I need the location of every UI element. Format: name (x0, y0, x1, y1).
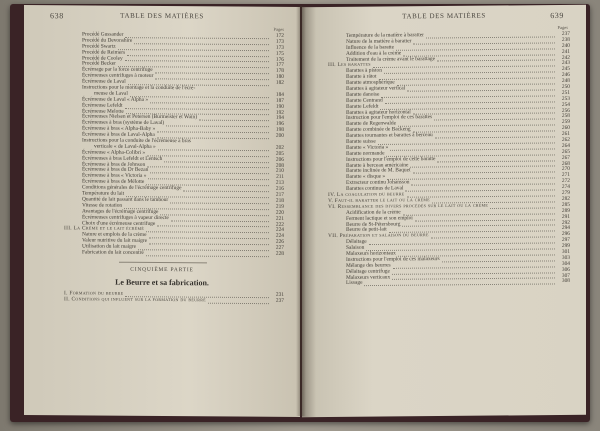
toc-entry-text: Instructions pour l'emploi de ces malaxeurs (346, 255, 440, 263)
toc-entry-page: 228 (275, 250, 284, 257)
toc-entry-page: 182 (275, 79, 284, 86)
toc-entry (24, 250, 300, 258)
toc-entry-text: Ferment lactique et son emploi (346, 214, 413, 222)
toc-entry-page: 259 (561, 119, 570, 126)
toc-entry-text: III. La Crème et le lait écrémé (64, 225, 145, 233)
toc-entry-page: 258 (561, 113, 570, 120)
toc-entry-text: Écrémeuses Nielsen et Petersen (Burmeister et Wain) (82, 113, 198, 121)
left-page (24, 5, 300, 417)
toc-entry-page: 291 (561, 213, 570, 220)
toc-entry-text: Baratte Lefeldt (346, 103, 379, 110)
toc-entry-page: 237 (561, 30, 570, 37)
toc-entry-page: 267 (561, 154, 570, 161)
toc-entry-text: Température du lait (82, 190, 125, 197)
toc-entry-text: Barattes continus de Laval (346, 185, 404, 193)
left-page-number: 638 (50, 11, 64, 21)
toc-entry-text: Baratte « Victoria » (346, 144, 389, 151)
toc-entry-text: Instructions pour le montage et la conduite de l'écré- (82, 84, 196, 92)
toc-entry-text: verticale « de Laval-Alpha » (94, 143, 156, 150)
toc-entry-page: 220 (275, 209, 284, 216)
toc-entry-page: 218 (275, 197, 284, 204)
toc-entry-page: 307 (561, 272, 570, 279)
toc-entry-page: 237 (275, 297, 284, 304)
toc-entry-text: Écrémeuse à bras « Alpha-Baby » (82, 125, 156, 133)
toc-entry-page: 282 (561, 195, 570, 202)
toc-entry-page: 219 (275, 203, 284, 210)
toc-entry-text: Procédé de Cooley (82, 55, 123, 62)
toc-entry-text: Utilisation du lait maigre (82, 243, 137, 250)
toc-entry-text: Délaitage centrifuge (346, 268, 390, 275)
toc-entry-page: 200 (275, 132, 284, 139)
left-page-header (24, 11, 300, 25)
toc-entry-page: 292 (561, 219, 570, 226)
toc-entry-text: Écrémeuses centrifuges à moteur (82, 72, 154, 80)
toc-entry-page: 279 (561, 189, 570, 197)
left-toc-list (24, 32, 300, 258)
part-toc-list (24, 291, 300, 305)
toc-entry-page: 304 (561, 260, 570, 267)
toc-entry-text: Barattes à agitateur horizontal (346, 108, 411, 116)
toc-entry-page: 194 (275, 115, 284, 122)
toc-entry-page: 202 (275, 144, 284, 151)
toc-entry-page: 248 (561, 78, 570, 85)
toc-entry-page: 270 (561, 166, 570, 173)
toc-entry-text: Délaitage (346, 238, 367, 246)
toc-entry-page: 224 (275, 233, 284, 240)
toc-entry-text: Acidification de la crème (346, 209, 401, 216)
toc-entry-text: Vitesse de rotation (82, 202, 123, 209)
toc-entry-text: Baratte à berceau américaine (346, 161, 409, 169)
toc-entry-page: 297 (561, 237, 570, 244)
toc-entry-page: 243 (561, 60, 570, 67)
toc-entry-page: 303 (561, 254, 570, 261)
toc-entry-text: Procédé Swartz (82, 43, 116, 50)
toc-entry-page: 227 (275, 244, 284, 251)
toc-entry-page: 306 (561, 266, 570, 273)
toc-entry-page: 180 (275, 74, 284, 81)
toc-entry-text: Nature et emplois de la crème (82, 231, 147, 239)
toc-entry-page: 289 (561, 207, 570, 214)
toc-entry-page: 208 (275, 162, 284, 169)
toc-entry-text: Instructions pour la conduite de l'écrémeuse à bras (82, 137, 191, 145)
toc-entry-page: 265 (561, 148, 570, 155)
toc-entry-text: Écrémeuse à bras de Laval-Alpha (82, 131, 155, 139)
toc-entry-text: Influence de la baratte (346, 44, 395, 51)
toc-entry-page: 196 (275, 121, 284, 128)
toc-entry-text: Mélange des beurres (346, 262, 391, 269)
toc-entry-text: Écrémeuse Lefeldt (82, 102, 123, 109)
toc-entry-text: Barattes tournantes et barattes à berceau (346, 132, 433, 139)
toc-leader-dots (146, 249, 269, 257)
toc-entry-text: Nature de la matière à baratter (346, 38, 412, 45)
toc-entry-page: 262 (561, 136, 570, 144)
toc-entry-text: Instructions pour l'emploi de cette baratte (346, 155, 436, 163)
toc-entry-page: 264 (561, 142, 570, 149)
right-toc-list (302, 32, 586, 288)
part-title: Le Beurre et sa fabrication. (115, 277, 209, 288)
toc-entry-text: Avantages de l'écrémage centrifuge (82, 208, 159, 215)
toc-entry-text: Écrémeuses à bras Lefeldt et Lentsch (82, 155, 163, 162)
toc-entry-page: 216 (275, 185, 284, 193)
toc-entry-page: 213 (275, 180, 284, 187)
right-pages-column-label: Pages (557, 24, 568, 31)
toc-entry-page: 173 (275, 44, 284, 51)
toc-entry-text: Écrémeuse à bras de Mélotte (82, 178, 145, 186)
toc-entry-text: II. Conditions qui influent sur la formation du beurre (64, 296, 206, 304)
toc-entry-text: Baratte atmosphérique (346, 79, 395, 86)
toc-entry-page: 175 (275, 50, 284, 57)
toc-entry-page: 261 (561, 131, 570, 138)
toc-entry-text: VII. Préparation et salaison du beurre (328, 232, 429, 240)
toc-entry-page: 210 (275, 168, 284, 175)
toc-entry-text: Instruction pour l'emploi de ces barattes (346, 114, 433, 122)
toc-entry-text: Écrémeuses à bras (système de Laval) (82, 119, 165, 127)
toc-entry-text: Extracteur continu Johansson (346, 179, 410, 187)
toc-entry-page: 172 (275, 32, 284, 39)
toc-entry-page: 251 (561, 89, 570, 96)
toc-leader-dots (364, 278, 555, 287)
toc-entry-text: Choix d'une écrémeuse centrifuge (82, 219, 156, 227)
toc-entry-text: Écrémeuse de Laval « Alpha » (82, 96, 149, 103)
toc-entry-page: 217 (275, 191, 284, 198)
right-page-number: 639 (550, 10, 564, 21)
toc-entry (302, 279, 586, 287)
toc-entry-page: 294 (561, 225, 570, 232)
toc-entry-text: Malaxeurs verticaux (346, 273, 391, 281)
toc-entry-text: Baratte danoise (346, 91, 380, 98)
toc-entry-page: 308 (561, 278, 570, 285)
toc-entry-page: 226 (275, 238, 284, 246)
left-running-head: TABLE DES MATIÈRES (120, 11, 204, 21)
toc-entry-page: 240 (561, 42, 570, 49)
toc-entry-page: 198 (275, 127, 284, 134)
right-page (302, 5, 586, 417)
open-book (10, 4, 590, 422)
toc-entry-page: 299 (561, 242, 570, 250)
toc-entry-text: VI. Ressemblance des divers procédés sur le lait ou la crème (328, 202, 489, 210)
toc-entry-text: Fabrication du lait concentré (82, 249, 144, 256)
toc-entry-page: 221 (275, 215, 284, 222)
toc-entry-page: 187 (275, 97, 284, 104)
toc-entry-page: 224 (275, 227, 284, 234)
toc-entry-page: 178 (275, 68, 284, 75)
toc-entry-page: 238 (561, 36, 570, 43)
part-label: CINQUIÈME PARTIE (130, 266, 194, 274)
toc-entry-page: 245 (561, 66, 570, 73)
toc-leader-dots (208, 297, 269, 304)
toc-entry-page: 192 (275, 109, 284, 116)
toc-entry-page: 256 (561, 107, 570, 114)
toc-entry-page: 222 (275, 221, 284, 228)
toc-entry-page: 177 (275, 62, 284, 69)
toc-entry-page: 206 (275, 156, 284, 163)
toc-entry-text: Baratte normande (346, 150, 385, 157)
toc-entry-text: Addition d'eau à la crème (346, 50, 402, 57)
toc-entry-text: Écrémeuse Melotte (82, 108, 124, 115)
toc-entry-text: Baratte à râtot (346, 73, 377, 81)
toc-entry-page: 211 (276, 174, 284, 181)
toc-entry-text: Écrémage par la force centrifuge (82, 66, 153, 74)
toc-entry-text: Traitement de la crème avant le barattage (346, 55, 436, 63)
right-running-head: TABLE DES MATIÈRES (402, 11, 486, 21)
toc-entry-page: 176 (275, 56, 284, 63)
left-divider (119, 262, 207, 264)
toc-entry-page: 301 (561, 248, 570, 255)
toc-entry-text: Valeur nutritive du lait maigre (82, 237, 147, 245)
toc-entry-text: Écrémeuses centrifuges à vapeur directe (82, 214, 169, 221)
toc-entry-text: Écrémeuse à bras de Johnson (82, 161, 146, 168)
toc-entry-text: Conditions générales de l'écrémage centrifuge (82, 184, 182, 192)
left-pages-column-label: Pages (273, 26, 284, 32)
toc-entry-text: III. Les barattes (328, 62, 371, 69)
toc-entry-text: IV. La coagulation du beurre (328, 191, 405, 199)
toc-entry-page: 272 (561, 178, 570, 185)
toc-entry-page: 250 (561, 83, 570, 90)
toc-entry-text: Barattes à agitateur vertical (346, 85, 406, 92)
toc-entry-text: Barattes à piston (346, 67, 382, 75)
toc-entry-text: Baratte Centrand (346, 97, 383, 104)
toc-entry-page: 242 (561, 54, 570, 61)
toc-entry-text: Procédé Gussander (82, 31, 124, 38)
toc-entry-text: V. Faut-il baratter le lait ou la crème (328, 197, 431, 204)
toc-entry-text: Baratte combinée de Backeng (346, 126, 411, 134)
toc-entry-page: 241 (561, 48, 570, 55)
toc-entry-page: 271 (561, 172, 570, 179)
right-page-header (302, 11, 586, 25)
toc-entry-text: Salaison (346, 244, 365, 251)
toc-entry-text: Baratte suisse (346, 138, 376, 145)
toc-entry-text: Beurre de petit-lait (346, 226, 387, 234)
toc-entry-text: Procédé Becker (82, 60, 116, 68)
toc-entry-text: Procédé du Devonshire (82, 37, 133, 44)
toc-entry-page: 173 (275, 38, 284, 45)
toc-entry-page: 253 (561, 95, 570, 102)
toc-entry-page: 184 (275, 91, 284, 98)
toc-entry-page: 285 (561, 201, 570, 208)
toc-entry-text: Beurre de St-Pétersbourg (346, 220, 401, 228)
toc-entry-text: Température de la matière à baratter (346, 32, 424, 39)
toc-entry-text: Écrémeuse à bras « Victoria » (82, 172, 147, 180)
toc-entry-text: Écrémeuse à bras du Dr Bezan (82, 166, 149, 174)
toc-entry-text: Lissage (346, 280, 363, 287)
toc-entry-page: 268 (561, 160, 570, 167)
toc-entry-text: Écrémeuse de Laval (82, 78, 126, 85)
toc-entry-page: 205 (275, 150, 284, 157)
toc-entry-text: Baratte « disque » (346, 173, 386, 181)
toc-entry-text: Procédé de Reimers (82, 49, 126, 56)
toc-section (24, 297, 300, 305)
toc-entry-page: 254 (561, 101, 570, 108)
toc-entry-page: 274 (561, 184, 570, 191)
toc-entry-page: 231 (275, 291, 284, 298)
book-gutter (296, 6, 306, 416)
toc-entry-page: 260 (561, 125, 570, 132)
toc-entry-page: 190 (275, 103, 284, 110)
toc-entry-text: meuse de Laval (94, 90, 128, 97)
toc-entry-text: Malaxeurs horizontaux (346, 250, 396, 257)
toc-entry-text: I. Formation du beurre (64, 290, 124, 297)
toc-entry-text: Écrémeuse « Alpha-Colibri » (82, 149, 146, 156)
toc-entry-text: Quantité de lait passant dans le tambour (82, 196, 169, 203)
toc-entry-page: 296 (561, 231, 570, 238)
toc-entry-text: Baratte de Regenwalde (346, 120, 396, 128)
toc-entry-page: 246 (561, 72, 570, 79)
toc-entry-text: Baratte inclinée de M. Baquet (346, 167, 411, 175)
